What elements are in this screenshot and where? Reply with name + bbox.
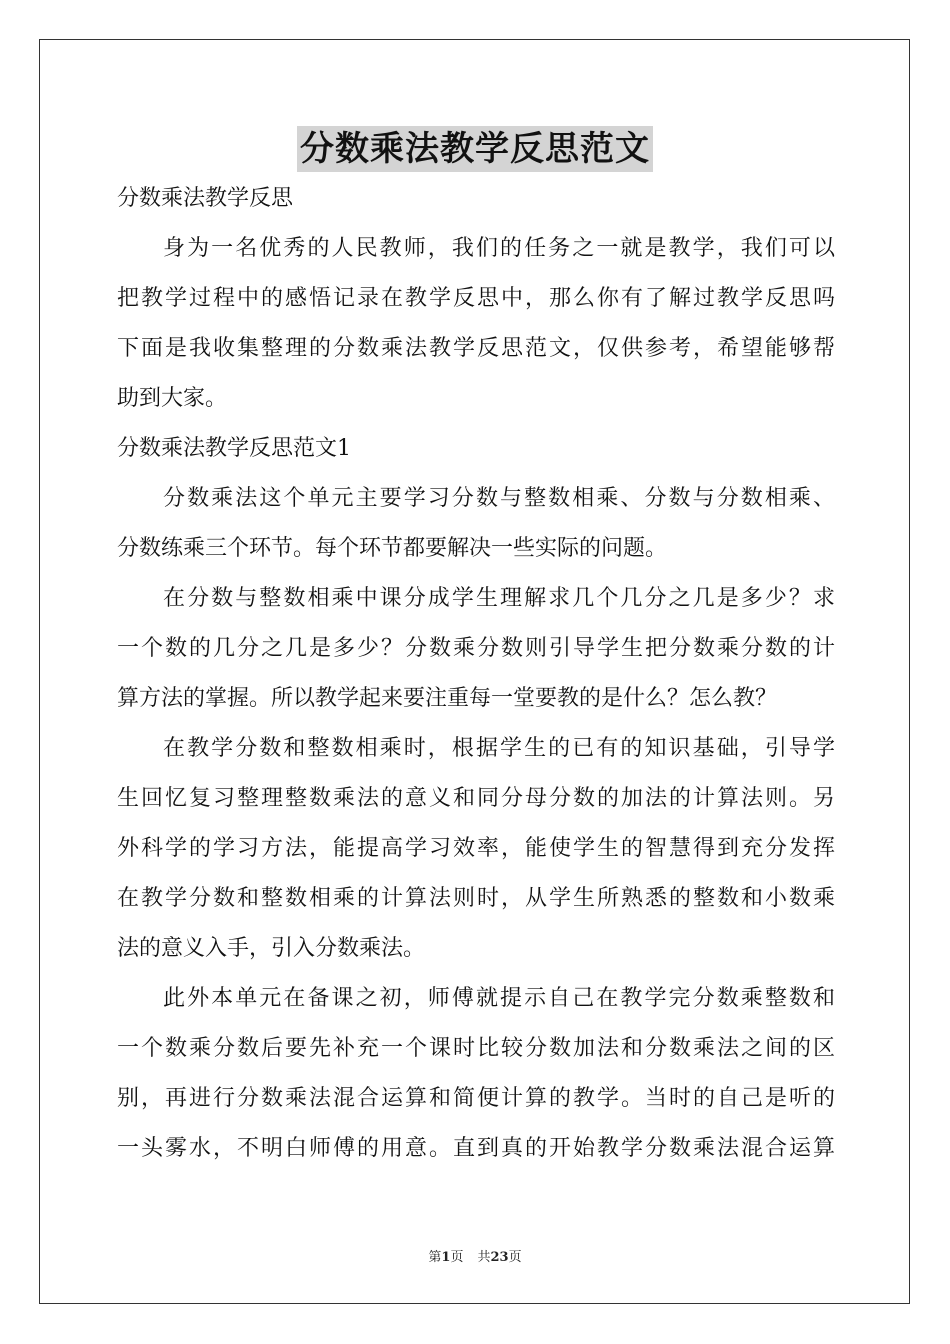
paragraph-line: 下面是我收集整理的分数乘法教学反思范文，仅供参考，希望能够帮	[117, 336, 835, 361]
page-number: 1	[441, 1250, 451, 1265]
document-body	[117, 174, 835, 1174]
paragraph-line: 生回忆复习整理整数乘法的意义和同分母分数的加法的计算法则。另	[117, 786, 835, 811]
page-label-prefix: 第	[428, 1250, 442, 1265]
section-heading: 分数乘法教学反思范文1	[117, 436, 351, 461]
paragraph-line: 在分数与整数相乘中课分成学生理解求几个几分之几是多少？求	[163, 586, 835, 611]
paragraph-line: 把教学过程中的感悟记录在教学反思中，那么你有了解过教学反思吗	[117, 286, 835, 311]
page-label-suffix: 页	[450, 1250, 464, 1265]
paragraph-line: 在教学分数和整数相乘时，根据学生的已有的知识基础，引导学	[163, 736, 835, 761]
paragraph-line: 分数练乘三个环节。每个环节都要解决一些实际的问题。	[117, 536, 668, 561]
paragraph-line: 分数乘法这个单元主要学习分数与整数相乘、分数与分数相乘、	[163, 486, 835, 511]
page-footer	[0, 1246, 950, 1265]
paragraph-line: 法的意义入手，引入分数乘法。	[117, 936, 426, 961]
total-suffix: 页	[508, 1250, 522, 1265]
title-container	[0, 126, 950, 172]
paragraph-line: 在教学分数和整数相乘的计算法则时，从学生所熟悉的整数和小数乘	[117, 886, 835, 911]
paragraph-line: 别，再进行分数乘法混合运算和简便计算的教学。当时的自己是听的	[117, 1086, 835, 1111]
section-heading: 分数乘法教学反思	[117, 186, 294, 211]
paragraph-line: 一个数的几分之几是多少？分数乘分数则引导学生把分数乘分数的计	[117, 636, 835, 661]
paragraph-line: 一头雾水，不明白师傅的用意。直到真的开始教学分数乘法混合运算	[117, 1136, 835, 1161]
paragraph-line: 外科学的学习方法，能提高学习效率，能使学生的智慧得到充分发挥	[117, 836, 835, 861]
paragraph-line: 此外本单元在备课之初，师傅就提示自己在教学完分数乘整数和	[163, 986, 835, 1011]
paragraph-line: 身为一名优秀的人民教师，我们的任务之一就是教学，我们可以	[163, 236, 835, 261]
paragraph-line: 助到大家。	[117, 386, 228, 411]
total-prefix: 共	[477, 1250, 491, 1265]
paragraph-line: 一个数乘分数后要先补充一个课时比较分数加法和分数乘法之间的区	[117, 1036, 835, 1061]
paragraph-line: 算方法的掌握。所以教学起来要注重每一堂要教的是什么？怎么教？	[117, 686, 778, 711]
document-title: 分数乘法教学反思范文	[297, 126, 653, 172]
total-pages: 23	[490, 1250, 509, 1265]
